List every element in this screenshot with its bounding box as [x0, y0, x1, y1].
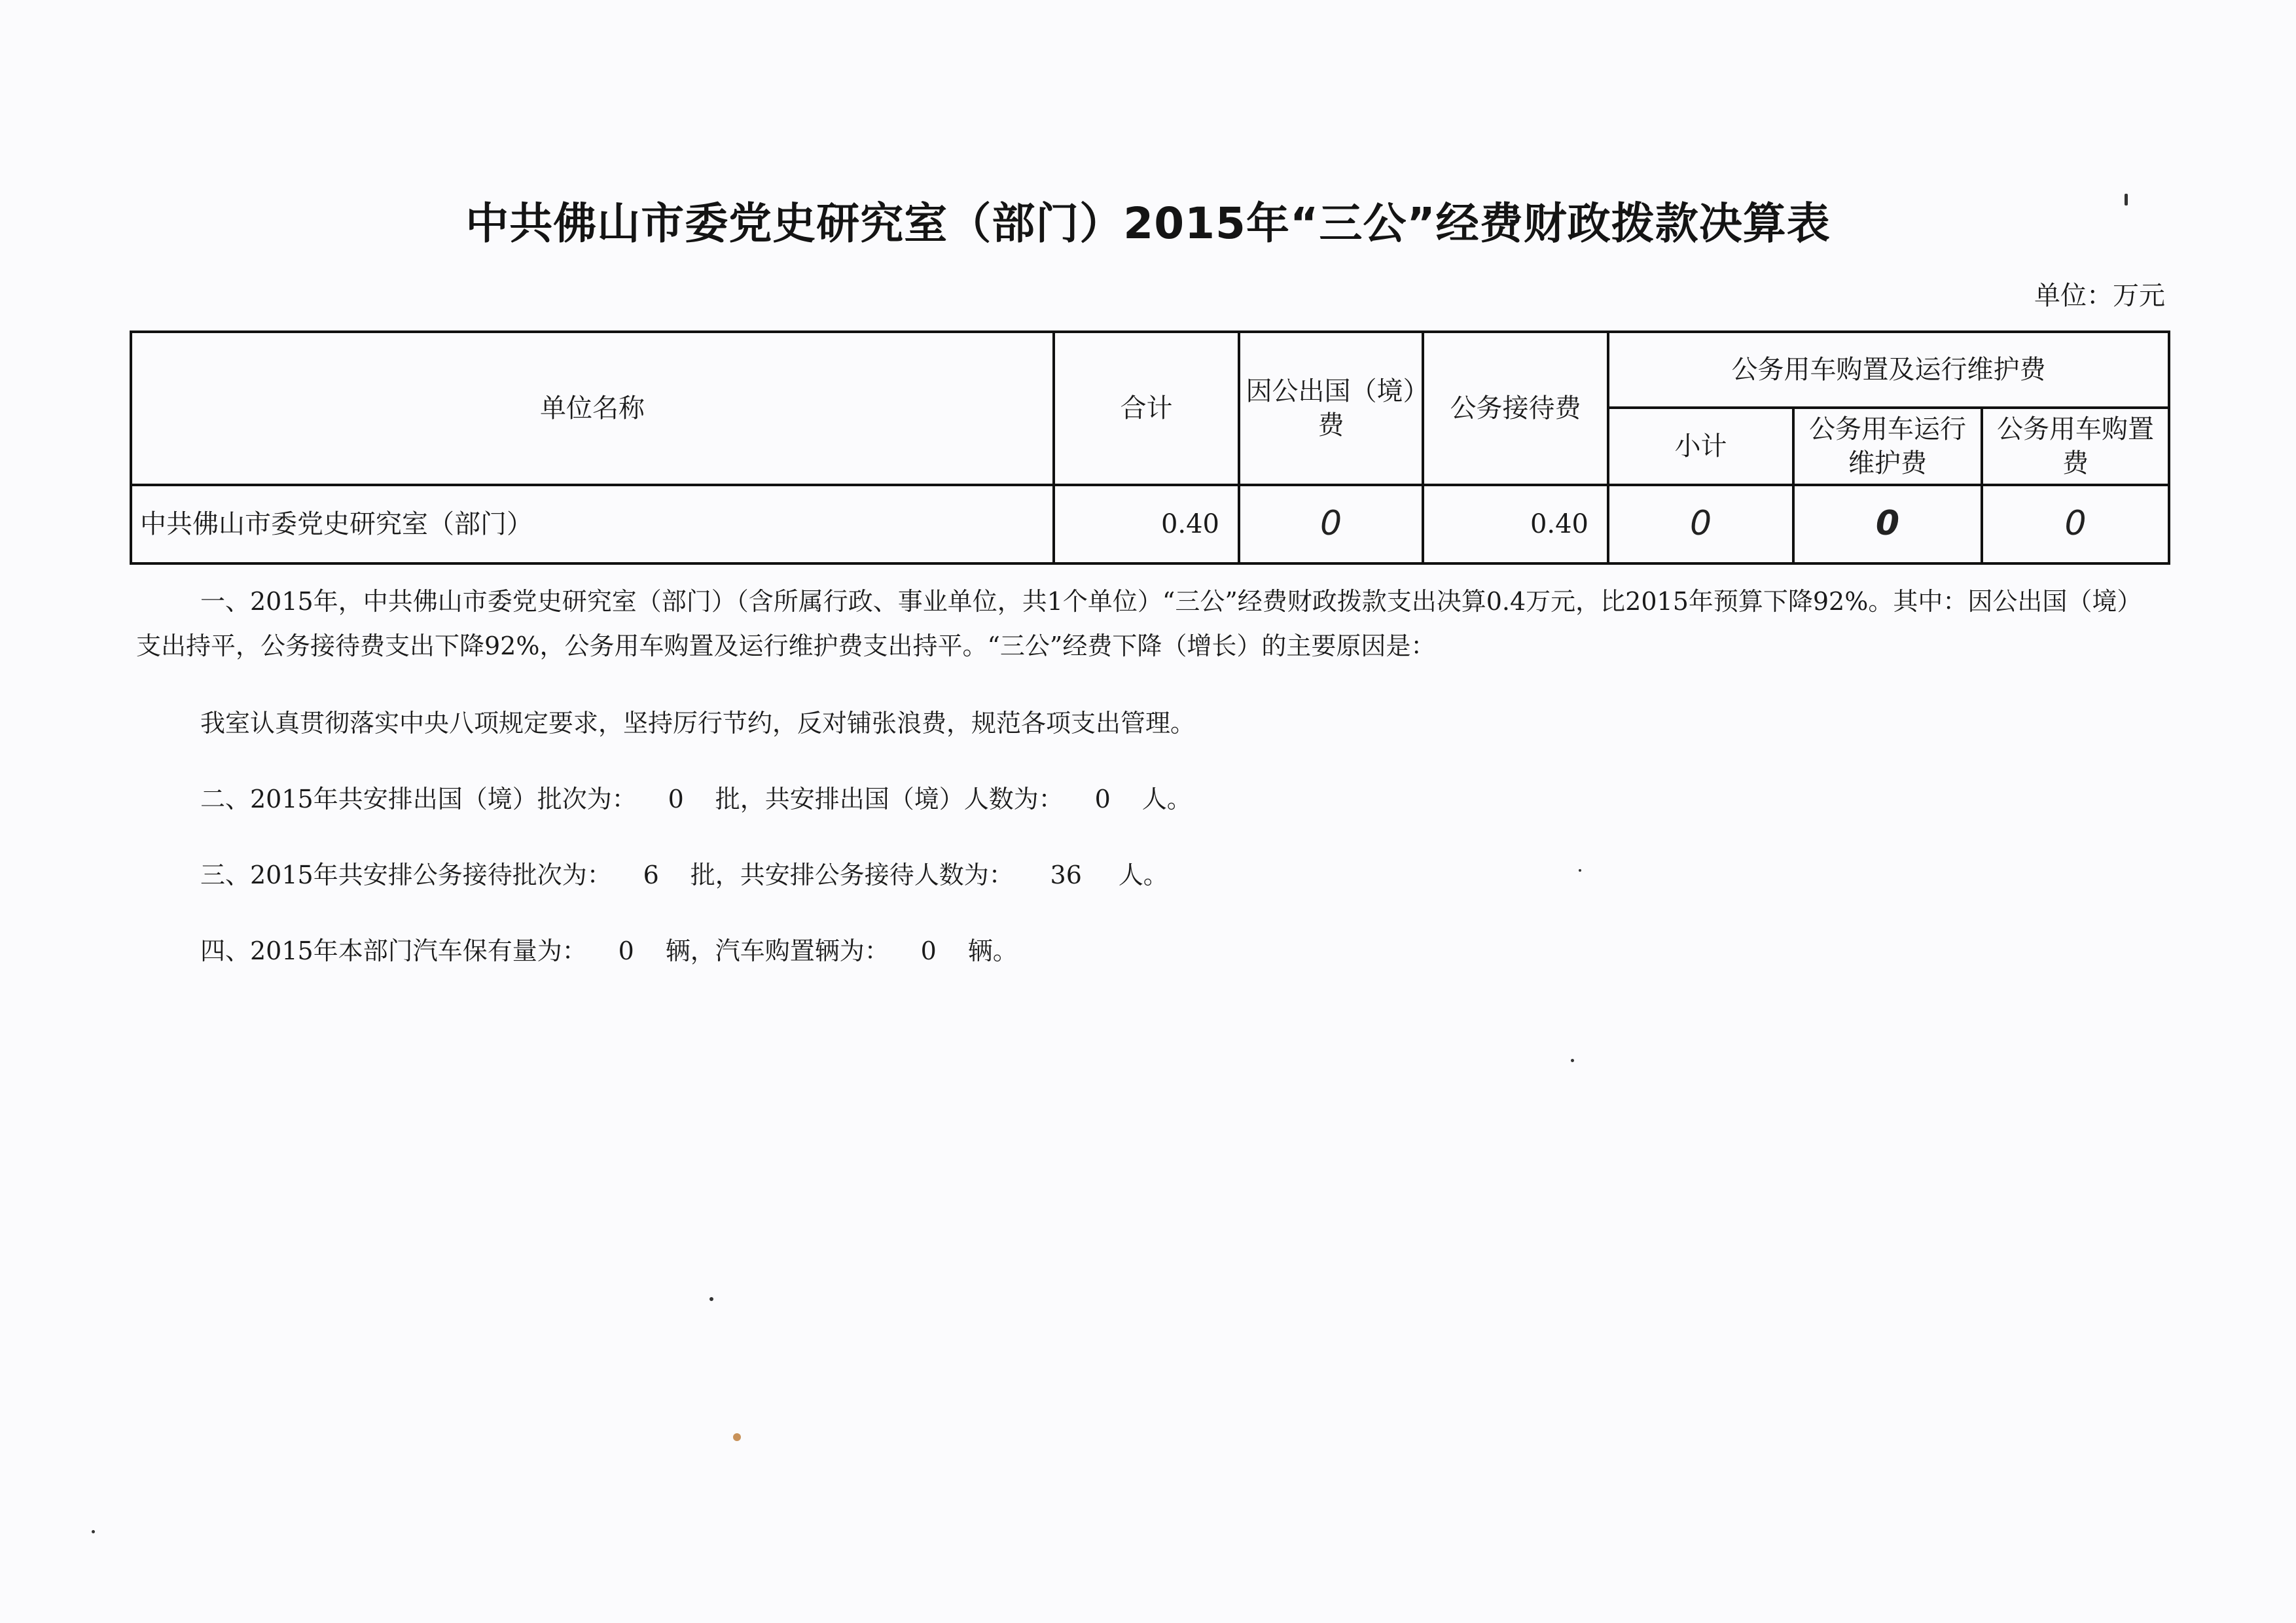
vehicles-purchased-value: 0 — [920, 936, 937, 965]
header-total: 合计 — [1054, 332, 1239, 485]
note-text: 二、2015年共安排出国（境）批次为： — [200, 785, 637, 813]
note-text: 辆。 — [967, 936, 1018, 965]
handwritten-value: 0 — [1689, 504, 1712, 544]
header-vehicle-operation: 公务用车运行维护费 — [1793, 408, 1982, 485]
reception-batches-value: 6 — [643, 861, 659, 889]
note-text: 人。 — [1118, 861, 1168, 889]
vehicles-owned-value: 0 — [618, 936, 634, 965]
note-paragraph-1: 一、2015年，中共佛山市委党史研究室（部门）（含所属行政、事业单位，共1个单位）“三公”经费财政拨款支出决算0.4万元，比2015年预算下降92%。其中：因公出国（境）支出持平，公务接待费支出下降92%，公务用车购置及运行维护费支出持平。“三公”经费下降（增长）的主要原因是： — [136, 587, 2130, 660]
unit-label: 单位：万元 — [2034, 281, 2165, 311]
handwritten-value: 0 — [2064, 504, 2087, 544]
header-vehicle-purchase: 公务用车购置费 — [1982, 408, 2169, 485]
abroad-people-value: 0 — [1094, 785, 1111, 813]
table-row — [131, 485, 2169, 563]
note-paragraph-5 — [136, 929, 2139, 973]
row-unit-name: 中共佛山市委党史研究室（部门） — [131, 485, 1054, 563]
abroad-batches-value: 0 — [668, 785, 684, 813]
note-text: 批，共安排公务接待人数为： — [690, 861, 1014, 889]
row-vehicle-purchase — [1982, 485, 2169, 563]
note-paragraph-3 — [136, 777, 2139, 821]
note-text: 人。 — [1141, 785, 1192, 813]
scan-speck — [1571, 1059, 1574, 1062]
scan-speck — [1579, 869, 1581, 872]
note-text: 三、2015年共安排公务接待批次为： — [200, 861, 612, 889]
row-abroad — [1239, 485, 1423, 563]
note-paragraph-4 — [136, 853, 2139, 897]
reception-people-value: 36 — [1050, 861, 1082, 889]
scan-speck — [709, 1297, 713, 1301]
note-text: 批，共安排出国（境）人数为： — [715, 785, 1064, 813]
row-reception: 0.40 — [1423, 485, 1608, 563]
expense-table — [130, 330, 2170, 565]
row-vehicle-operation — [1793, 485, 1982, 563]
header-abroad: 因公出国（境）费 — [1239, 332, 1423, 485]
header-vehicle-subtotal: 小计 — [1608, 408, 1793, 485]
header-reception: 公务接待费 — [1423, 332, 1608, 485]
table-header-row — [131, 332, 2169, 408]
handwritten-value: 0 — [1319, 504, 1342, 544]
handwritten-value: 0 — [1875, 504, 1900, 544]
note-text: 四、2015年本部门汽车保有量为： — [200, 936, 587, 965]
row-total: 0.40 — [1054, 485, 1239, 563]
header-vehicle-group: 公务用车购置及运行维护费 — [1608, 332, 2169, 408]
page-title: 中共佛山市委党史研究室（部门）2015年“三公”经费财政拨款决算表 — [465, 198, 1831, 249]
notes-section — [136, 579, 2139, 973]
scan-speck — [733, 1433, 741, 1441]
scan-speck — [2125, 194, 2128, 205]
note-text: 辆，汽车购置辆为： — [665, 936, 889, 965]
note-paragraph-2: 我室认真贯彻落实中央八项规定要求，坚持厉行节约，反对铺张浪费，规范各项支出管理。 — [200, 709, 1196, 738]
scan-speck — [92, 1530, 95, 1533]
header-unit-name: 单位名称 — [131, 332, 1054, 485]
row-vehicle-subtotal — [1608, 485, 1793, 563]
